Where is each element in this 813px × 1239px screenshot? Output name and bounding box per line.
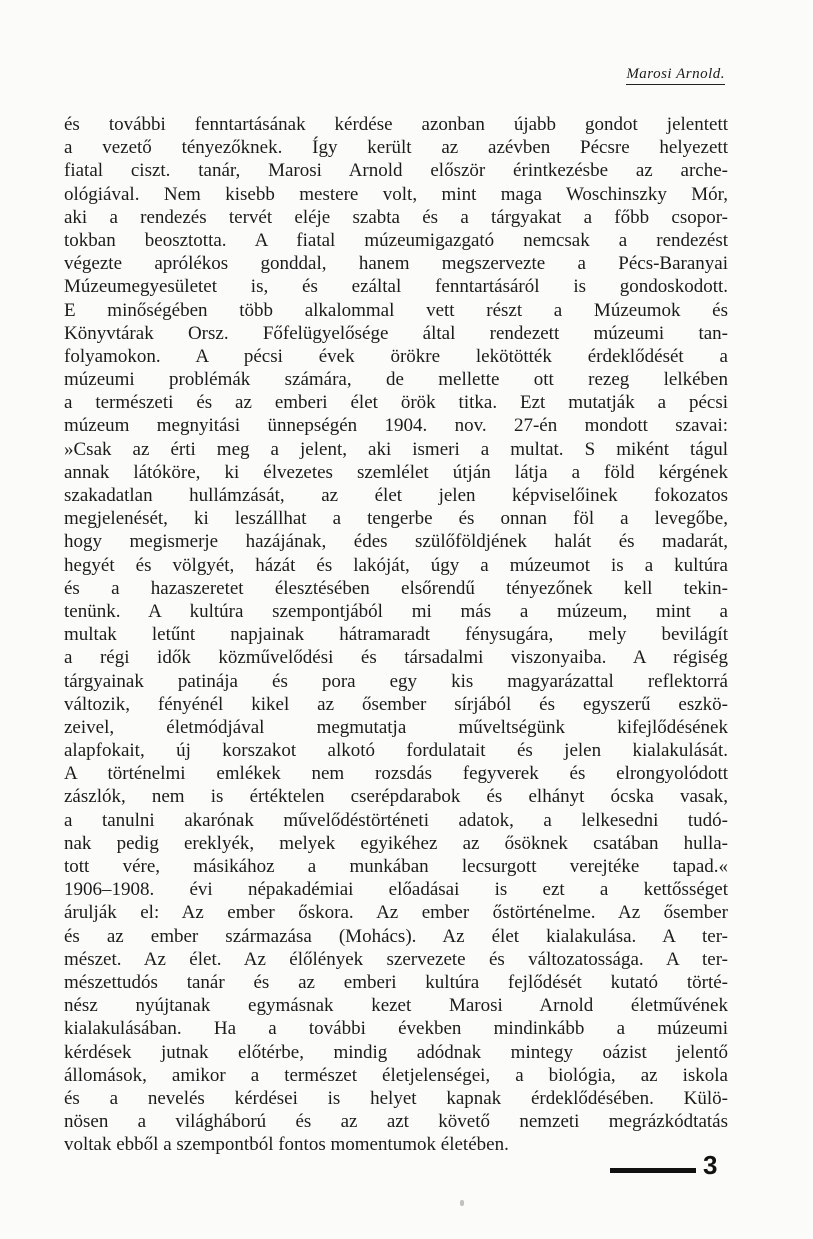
text-line: A történelmi emlékek nem rozsdás fegyverek és elrongyolódott xyxy=(64,763,728,785)
text-line: múzeumi problémák számára, de mellette ott rezeg lelkében xyxy=(64,369,728,391)
text-line: árulják el: Az ember őskora. Az ember őstörténelme. Az ősember xyxy=(64,902,728,924)
footer-rule xyxy=(610,1168,696,1173)
text-line: múzeum megnyitási ünnepségén 1904. nov. 27-én mondott szavai: xyxy=(64,415,728,437)
text-line: megjelenését, ki leszállhat a tengerbe és onnan föl a levegőbe, xyxy=(64,508,728,530)
text-line: a régi idők közművelődési és társadalmi viszonyaiba. A régiség xyxy=(64,647,728,669)
text-line: a vezető tényezőknek. Így került az azévben Pécsre helyezett xyxy=(64,137,728,159)
text-line: hogy megismerje hazájának, édes szülőföldjének halát és madarát, xyxy=(64,531,728,553)
page-number: 3 xyxy=(703,1150,718,1180)
text-line: alapfokait, új korszakot alkotó fordulatait és jelen kialakulását. xyxy=(64,740,728,762)
text-line: nész nyújtanak egymásnak kezet Marosi Arnold életművének xyxy=(64,995,728,1017)
text-line: végezte aprólékos gonddal, hanem megszervezte a Pécs-Baranyai xyxy=(64,253,728,275)
text-line: zászlók, nem is értéktelen cserépdarabok és elhányt ócska vasak, xyxy=(64,786,728,808)
ink-smudge xyxy=(460,1200,464,1206)
text-line: nösen a világháború és az azt követő nemzeti megrázkódtatás xyxy=(64,1111,728,1133)
text-line: mészettudós tanár és az emberi kultúra fejlődését kutató törté- xyxy=(64,971,728,993)
text-line: mészet. Az élet. Az élőlények szervezete és változatossága. A ter- xyxy=(64,948,728,970)
text-line: aki a rendezés tervét eléje szabta és a tárgyakat a főbb csopor- xyxy=(64,206,728,228)
text-line: multak letűnt napjainak hátramaradt fénysugára, mely bevilágít xyxy=(64,624,728,646)
text-line: tenünk. A kultúra szempontjából mi más a múzeum, mint a xyxy=(64,600,728,622)
text-line: tokban beosztotta. A fiatal múzeumigazgató nemcsak a rendezést xyxy=(64,229,728,251)
text-line: és az ember származása (Mohács). Az élet kialakulása. A ter- xyxy=(64,925,728,947)
text-line: nak pedig ereklyék, melyek egyikéhez az ősöknek csatában hulla- xyxy=(64,832,728,854)
text-line: tárgyainak patinája és pora egy kis magyarázattal reflektorrá xyxy=(64,670,728,692)
text-line: állomások, amikor a természet életjelenségei, a biológia, az iskola xyxy=(64,1064,728,1086)
body-text xyxy=(64,113,728,1156)
text-line: E minőségében több alkalommal vett részt a Múzeumok és xyxy=(64,299,728,321)
text-line: »Csak az érti meg a jelent, aki ismeri a multat. S miként tágul xyxy=(64,438,728,460)
text-line: 1906–1908. évi népakadémiai előadásai is ezt a kettősséget xyxy=(64,879,728,901)
text-line: voltak ebből a szempontból fontos momentumok életében. xyxy=(64,1134,509,1156)
text-line: kialakulásában. Ha a további években mindinkább a múzeumi xyxy=(64,1018,728,1040)
text-line: a természeti és az emberi élet örök titka. Ezt mutatják a pécsi xyxy=(64,392,728,414)
text-line: zeivel, életmódjával megmutatja műveltségünk kifejlődésének xyxy=(64,716,728,738)
text-line: Könyvtárak Orsz. Főfelügyelősége által rendezett múzeumi tan- xyxy=(64,322,728,344)
text-line: és a nevelés kérdései is helyet kapnak érdeklődésében. Külö- xyxy=(64,1087,728,1109)
text-line: és további fenntartásának kérdése azonban újabb gondot jelentett xyxy=(64,114,728,135)
text-line: fiatal ciszt. tanár, Marosi Arnold először érintkezésbe az arche- xyxy=(64,160,728,182)
running-title: Marosi Arnold. xyxy=(626,66,725,85)
text-line: annak látóköre, ki élvezetes szemlélet útján látja a föld kérgének xyxy=(64,461,728,483)
text-line: tott vére, másikához a munkában lecsurgott verejtéke tapad.« xyxy=(64,856,728,877)
text-line: ológiával. Nem kisebb mestere volt, mint maga Woschinszky Mór, xyxy=(64,183,728,205)
text-line: kérdések jutnak előtérbe, mindig adódnak mintegy oázist jelentő xyxy=(64,1041,728,1063)
text-line: Múzeumegyesületet is, és ezáltal fenntartásáról is gondoskodott. xyxy=(64,276,728,298)
text-line: változik, fényénél kikel az ősember sírjából és egyszerű eszkö- xyxy=(64,693,728,715)
text-line: szakadatlan hullámzását, az élet jelen képviselőinek fokozatos xyxy=(64,485,728,506)
text-line: folyamokon. A pécsi évek örökre lekötötték érdeklődését a xyxy=(64,345,728,367)
text-line: a tanulni akarónak művelődéstörténeti adatok, a lelkesedni tudó- xyxy=(64,809,728,831)
text-line: és a hazaszeretet élesztésében elsőrendű tényezőnek kell tekin- xyxy=(64,577,728,599)
text-line: hegyét és völgyét, házát és lakóját, úgy a múzeumot is a kultúra xyxy=(64,554,728,576)
